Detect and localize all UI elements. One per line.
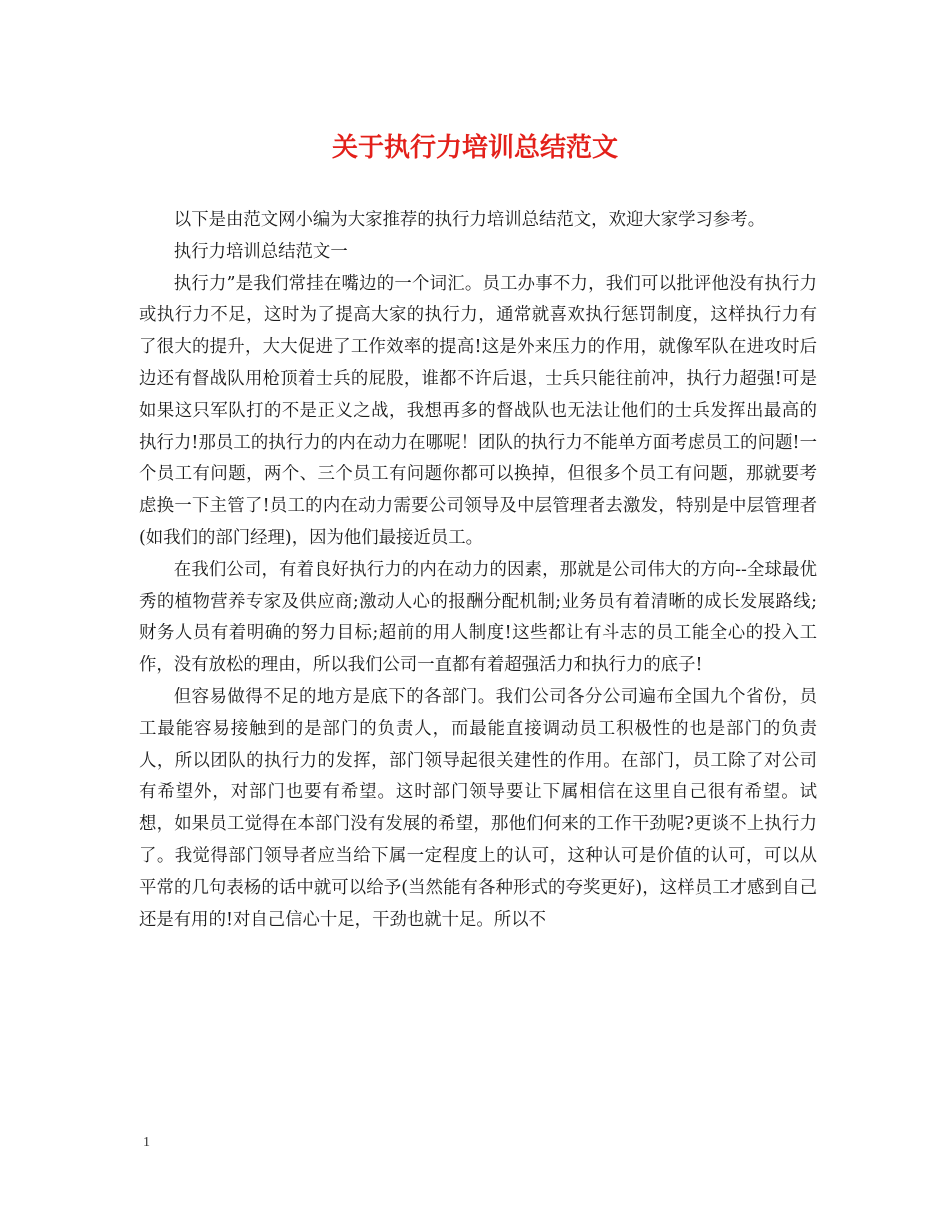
paragraph-1: 执行力”是我们常挂在嘴边的一个词汇。员工办事不力，我们可以批评他没有执行力或执行力不足，这时为了提高大家的执行力，通常就喜欢执行惩罚制度，这样执行力有了很大的提升，大大促进了工作效率的提高!这是外来压力的作用，就像军队在进攻时后边还有督战队用枪顶着士兵的屁股，谁都不许后退，士兵只能往前冲，执行力超强!可是如果这只军队打的不是正义之战，我想再多的督战队也无法让他们的士兵发挥出最高的执行力!那员工的执行力的内在动力在哪呢！团队的执行力不能单方面考虑员工的问题!一个员工有问题，两个、三个员工有问题你都可以换掉，但很多个员工有问题，那就要考虑换一下主管了!员工的内在动力需要公司领导及中层管理者去激发，特别是中层管理者(如我们的部门经理)，因为他们最接近员工。 [139,273,817,548]
paragraph-3: 但容易做得不足的地方是底下的各部门。我们公司各分公司遍布全国九个省份，员工最能容易接触到的是部门的负责人，而最能直接调动员工积极性的也是部门的负责人，所以团队的执行力的发挥，部门领导起很关建性的作用。在部门，员工除了对公司有希望外，对部门也要有希望。这时部门领导要让下属相信在这里自己很有希望。试想，如果员工觉得在本部门没有发展的希望，那他们何来的工作干劲呢?更谈不上执行力了。我觉得部门领导者应当给下属一定程度上的认可，这种认可是价值的认可，可以从平常的几句表杨的话中就可以给予(当然能有各种形式的夸奖更好)，这样员工才感到自己还是有用的!对自己信心十足，干劲也就十足。所以不 [139,686,817,930]
document-title: 关于执行力培训总结范文 [331,133,618,163]
page-number: 1 [143,1135,150,1150]
paragraph-subheading: 执行力培训总结范文一 [173,241,348,262]
paragraph-intro: 以下是由范文网小编为大家推荐的执行力培训总结范文，欢迎大家学习参考。 [173,210,766,230]
paragraph-2: 在我们公司，有着良好执行力的内在动力的因素，那就是公司伟大的方向--全球最优秀的植物营养专家及供应商;激动人心的报酬分配机制;业务员有着清晰的成长发展路线;财务人员有着明确的努力目标;超前的用人制度!这些都让有斗志的员工能全心的投入工作，没有放松的理由，所以我们公司一直都有着超强活力和执行力的底子! [139,559,817,676]
document-body [139,205,817,936]
